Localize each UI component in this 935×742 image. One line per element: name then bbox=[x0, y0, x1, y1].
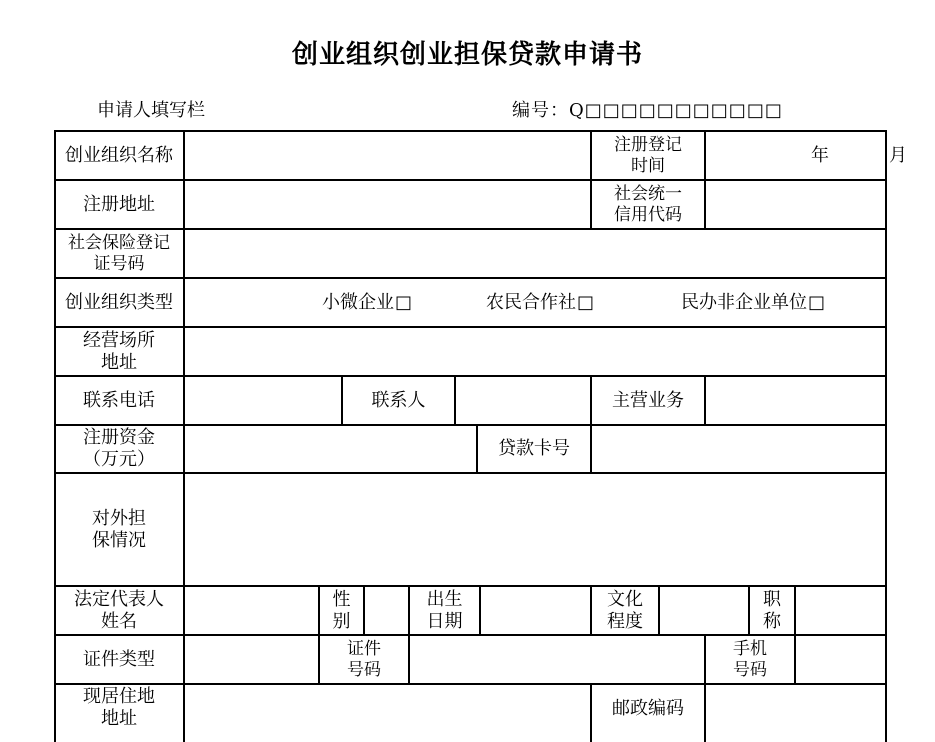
input-gender[interactable] bbox=[365, 587, 408, 634]
option-label: 农民合作社 bbox=[485, 291, 576, 313]
option-label: 民办非企业单位 bbox=[680, 291, 807, 313]
input-main-business[interactable] bbox=[706, 377, 885, 424]
label-external-guarantee: 对外担 保情况 bbox=[92, 507, 146, 551]
label-postal-code: 邮政编码 bbox=[612, 697, 684, 719]
table-right-border bbox=[885, 130, 887, 742]
label-gender: 性 别 bbox=[332, 588, 351, 632]
input-contact-person[interactable] bbox=[456, 377, 590, 424]
label-id-type: 证件类型 bbox=[83, 648, 155, 670]
checkbox-icon[interactable]: □ bbox=[576, 291, 594, 313]
input-education[interactable] bbox=[660, 587, 748, 634]
input-professional-title[interactable] bbox=[796, 587, 885, 634]
label-org-name: 创业组织名称 bbox=[65, 144, 173, 166]
label-contact-person: 联系人 bbox=[371, 389, 426, 411]
input-credit-code[interactable] bbox=[706, 181, 885, 228]
label-mobile-number: 手机 号码 bbox=[733, 638, 767, 680]
input-loan-card-number[interactable] bbox=[592, 426, 885, 472]
input-phone[interactable] bbox=[185, 377, 341, 424]
checkbox-icon[interactable]: □ bbox=[394, 291, 412, 313]
serial-number-label: 编号：Q□□□□□□□□□□□ bbox=[512, 100, 783, 121]
label-id-number: 证件 号码 bbox=[347, 638, 381, 680]
input-social-security-number[interactable] bbox=[185, 230, 885, 277]
checkbox-icon[interactable]: □ bbox=[807, 291, 825, 313]
input-org-name[interactable] bbox=[185, 132, 590, 179]
option-label: 小微企业 bbox=[321, 291, 394, 313]
label-legal-representative: 法定代表人 姓名 bbox=[74, 588, 164, 632]
label-social-security-number: 社会保险登记 证号码 bbox=[68, 232, 170, 274]
label-month: 月 bbox=[889, 144, 907, 166]
input-legal-representative[interactable] bbox=[185, 587, 318, 634]
label-birth-date: 出生 日期 bbox=[426, 588, 463, 632]
label-loan-card-number: 贷款卡号 bbox=[498, 438, 570, 459]
label-phone: 联系电话 bbox=[83, 389, 155, 411]
option-small-micro-enterprise[interactable] bbox=[312, 277, 422, 328]
label-residence-address: 现居住地 地址 bbox=[83, 685, 155, 729]
label-registered-address: 注册地址 bbox=[83, 193, 155, 215]
label-professional-title: 职 称 bbox=[763, 588, 781, 632]
form-title: 创业组织创业担保贷款申请书 bbox=[291, 40, 643, 70]
label-year: 年 bbox=[811, 144, 829, 166]
input-residence-address[interactable] bbox=[185, 685, 590, 732]
input-mobile-number[interactable] bbox=[796, 636, 885, 683]
input-id-type[interactable] bbox=[185, 636, 318, 683]
label-credit-code: 社会统一 信用代码 bbox=[614, 183, 682, 225]
option-private-non-enterprise[interactable] bbox=[672, 277, 834, 328]
input-postal-code[interactable] bbox=[706, 685, 885, 732]
input-business-address[interactable] bbox=[185, 328, 885, 375]
input-external-guarantee[interactable] bbox=[185, 474, 885, 585]
option-farmers-cooperative[interactable] bbox=[476, 277, 604, 328]
label-education: 文化 程度 bbox=[607, 588, 643, 632]
label-registration-time: 注册登记 时间 bbox=[614, 134, 682, 176]
input-registered-capital[interactable] bbox=[185, 426, 476, 472]
label-main-business: 主营业务 bbox=[612, 389, 684, 411]
application-form-table bbox=[54, 130, 907, 742]
label-org-type: 创业组织类型 bbox=[65, 291, 173, 313]
applicant-section-label: 申请人填写栏 bbox=[97, 100, 205, 121]
input-birth-date[interactable] bbox=[481, 587, 590, 634]
input-id-number[interactable] bbox=[410, 636, 704, 683]
label-registered-capital: 注册资金 （万元） bbox=[83, 427, 155, 470]
input-registration-time[interactable] bbox=[706, 132, 885, 179]
input-registered-address[interactable] bbox=[185, 181, 590, 228]
label-business-address: 经营场所 地址 bbox=[83, 329, 155, 373]
